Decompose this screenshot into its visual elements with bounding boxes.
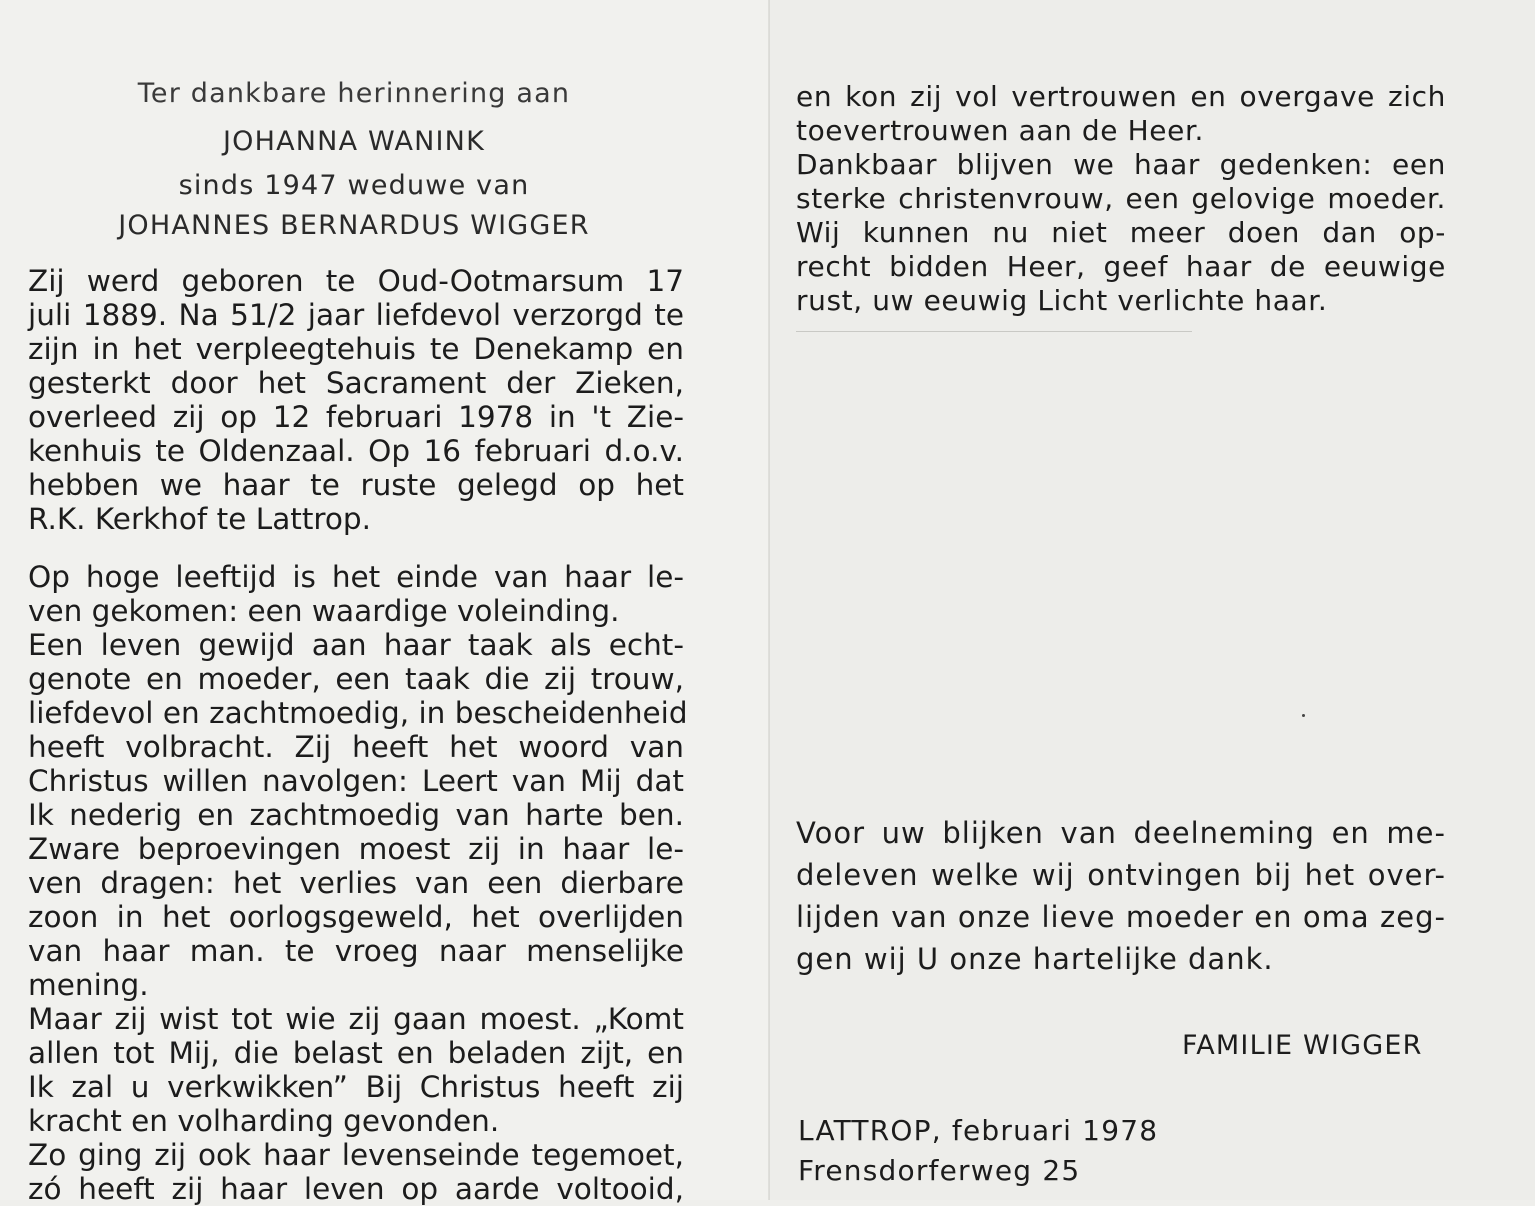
thanks-line: lijden van onze lieve moeder en oma zeg-	[796, 900, 1446, 934]
thanks-line: gen wij U onze hartelijke dank.	[796, 942, 1274, 976]
text-line: Zware beproevingen moest zij in haar le-	[28, 832, 684, 866]
text-line: overleed zij op 12 februari 1978 in 't Zie-	[28, 400, 684, 434]
text-line: Ik zal u verkwikken” Bij Christus heeft zij	[28, 1070, 684, 1104]
family-signature: FAMILIE WIGGER	[1182, 1030, 1423, 1061]
thanks-line: Voor uw blijken van deelneming en me-	[796, 816, 1446, 850]
text-line: hebben we haar te ruste gelegd op het	[28, 468, 684, 502]
husband-name: JOHANNES BERNARDUS WIGGER	[118, 210, 590, 241]
text-line: van haar man. te vroeg naar menselijke	[28, 934, 684, 968]
text-line: kenhuis te Oldenzaal. Op 16 februari d.o.v.	[28, 434, 684, 468]
text-line: ven dragen: het verlies van een dierbare	[28, 866, 684, 900]
text-line: Dankbaar blijven we haar gedenken: een	[796, 148, 1446, 181]
text-line: Christus willen navolgen: Leert van Mij dat	[28, 764, 684, 798]
text-line: en kon zij vol vertrouwen en overgave zich	[796, 80, 1446, 113]
text-line: Maar zij wist tot wie zij gaan moest. „Komt	[28, 1002, 684, 1036]
place-date: LATTROP, februari 1978	[798, 1114, 1159, 1147]
address: Frensdorferweg 25	[798, 1154, 1081, 1187]
text-line: genote en moeder, een taak die zij trouw,	[28, 662, 684, 696]
text-line: Een leven gewijd aan haar taak als echt-	[28, 628, 684, 662]
thanks-line: deleven welke wij ontvingen bij het over-	[796, 858, 1446, 892]
text-line: recht bidden Heer, geef haar de eeuwige	[796, 250, 1446, 283]
text-line: zoon in het oorlogsgeweld, het overlijden	[28, 900, 684, 934]
widow-since: sinds 1947 weduwe van	[178, 170, 530, 201]
text-line: ven gekomen: een waardige voleinding.	[28, 594, 620, 628]
text-line: rust, uw eeuwig Licht verlichte haar.	[796, 284, 1328, 317]
text-line: Op hoge leeftijd is het einde van haar le-	[28, 560, 684, 594]
deceased-name: JOHANNA WANINK	[223, 126, 485, 157]
dedication-intro: Ter dankbare herinnering aan	[137, 78, 571, 109]
text-line: gesterkt door het Sacrament der Zieken,	[28, 366, 684, 400]
text-line: Wij kunnen nu niet meer doen dan op-	[796, 216, 1446, 249]
text-line: allen tot Mij, die belast en beladen zijt, en	[28, 1036, 684, 1070]
text-line: liefdevol en zachtmoedig, in bescheidenheid	[28, 696, 688, 730]
print-speck	[1302, 714, 1305, 717]
text-line: kracht en volharding gevonden.	[28, 1104, 500, 1138]
text-line: mening.	[28, 968, 149, 1002]
text-line: juli 1889. Na 51/2 jaar liefdevol verzorgd te	[28, 298, 684, 332]
text-line: sterke christenvrouw, een gelovige moeder.	[796, 182, 1446, 215]
text-line: R.K. Kerkhof te Lattrop.	[28, 502, 372, 536]
text-line: Zij werd geboren te Oud-Ootmarsum 17	[28, 264, 684, 298]
text-line: zijn in het verpleegtehuis te Denekamp en	[28, 332, 684, 366]
text-line: Ik nederig en zachtmoedig van harte ben.	[28, 798, 684, 832]
text-line: toevertrouwen aan de Heer.	[796, 114, 1204, 147]
divider-line	[796, 331, 1192, 332]
text-line: zó heeft zij haar leven op aarde voltooid,	[28, 1172, 684, 1206]
text-line: Zo ging zij ook haar levenseinde tegemoet,	[28, 1138, 684, 1172]
text-line: heeft volbracht. Zij heeft het woord van	[28, 730, 684, 764]
